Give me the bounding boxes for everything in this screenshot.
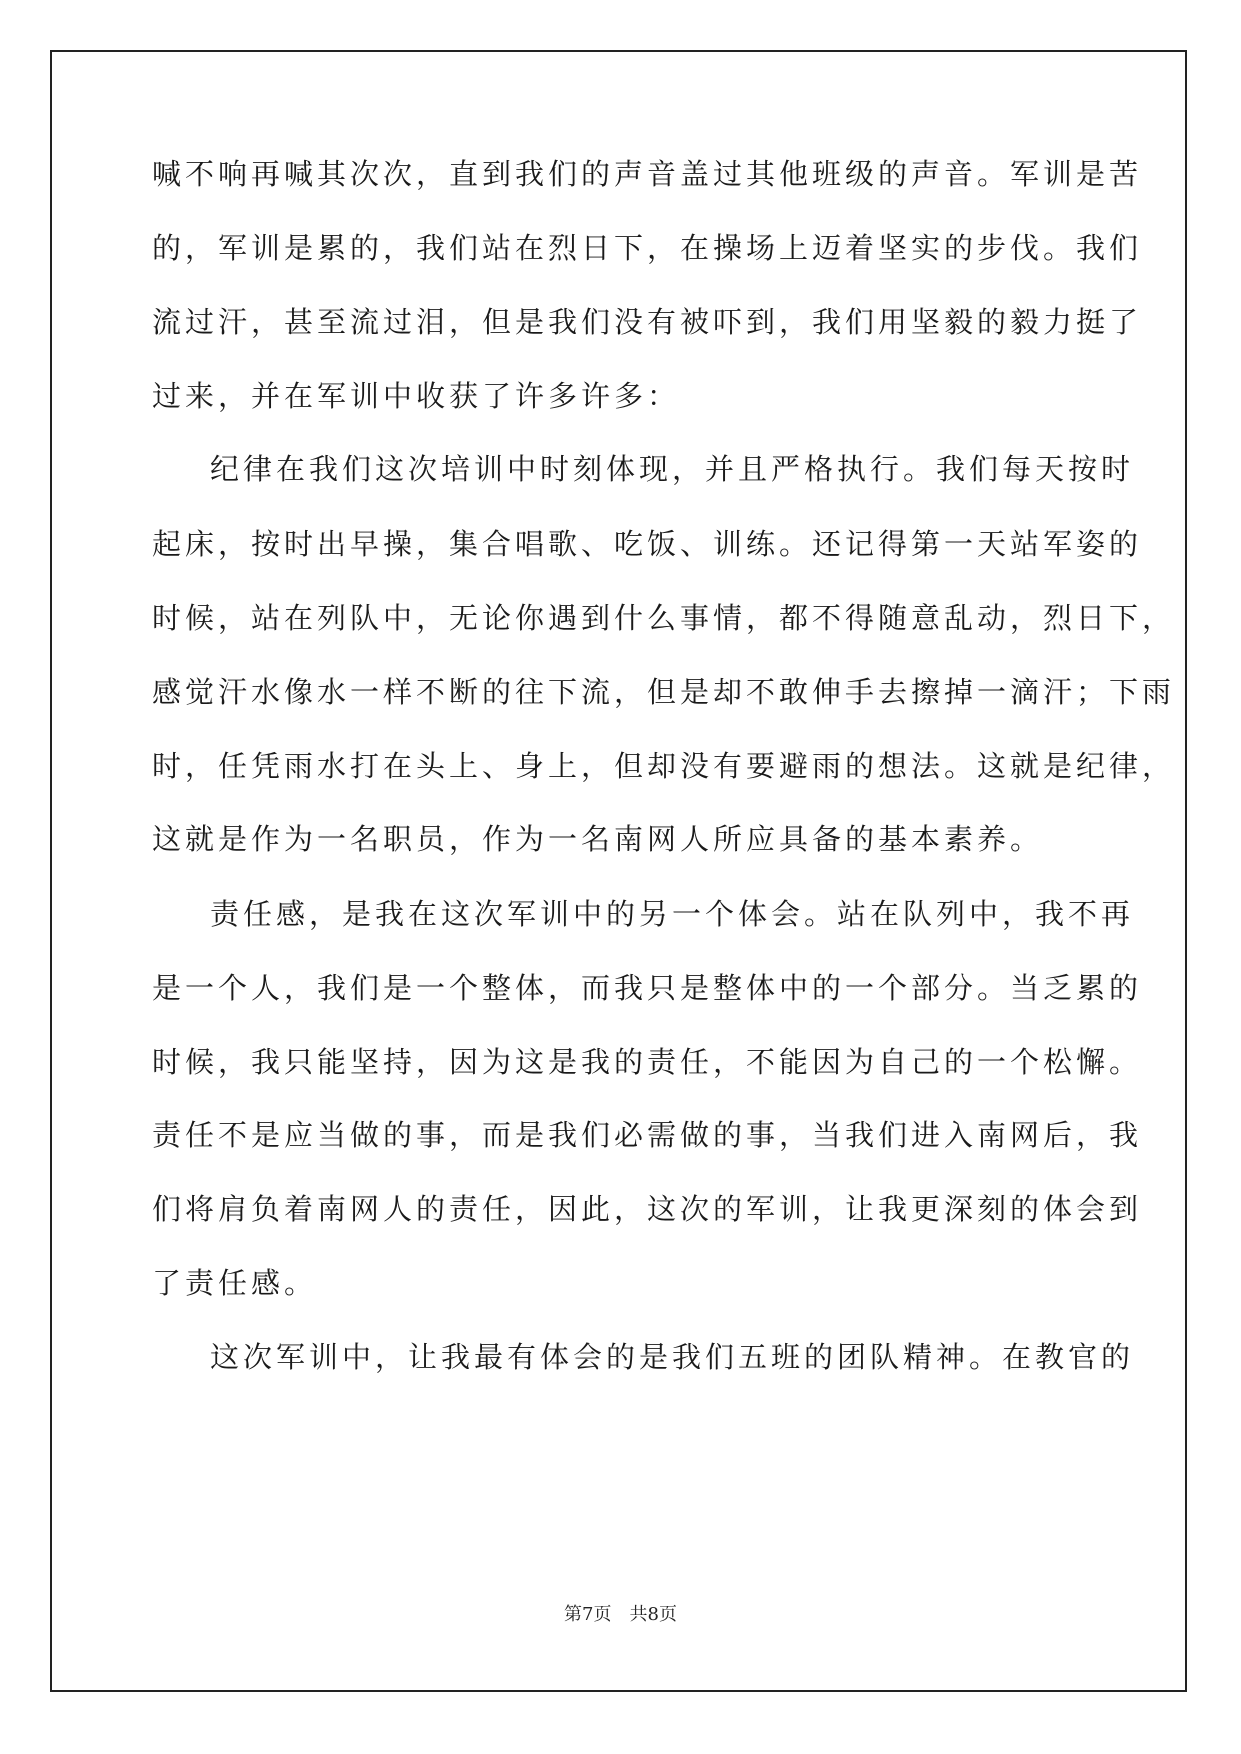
text-line-8: 感觉汗水像水一样不断的往下流，但是却不敢伸手去擦掉一滴汗；下雨	[152, 675, 1176, 709]
paragraph-start-teamwork: 这次军训中，让我最有体会的是我们五班的团队精神。在教官的	[210, 1340, 1135, 1374]
page-border	[50, 50, 1187, 1692]
text-line-13: 时候，我只能坚持，因为这是我的责任，不能因为自己的一个松懈。	[152, 1045, 1143, 1079]
text-line-10: 这就是作为一名职员，作为一名南网人所应具备的基本素养。	[152, 822, 1044, 856]
text-line-1: 喊不响再喊其次次，直到我们的声音盖过其他班级的声音。军训是苦	[152, 157, 1143, 191]
text-line-16: 了责任感。	[152, 1266, 318, 1300]
text-line-7: 时候，站在列队中，无论你遇到什么事情，都不得随意乱动，烈日下，	[152, 601, 1176, 635]
paragraph-start-responsibility: 责任感，是我在这次军训中的另一个体会。站在队列中，我不再	[210, 897, 1135, 931]
text-line-2: 的，军训是累的，我们站在烈日下，在操场上迈着坚实的步伐。我们	[152, 231, 1143, 265]
text-line-15: 们将肩负着南网人的责任，因此，这次的军训，让我更深刻的体会到	[152, 1192, 1143, 1226]
paragraph-start-discipline: 纪律在我们这次培训中时刻体现，并且严格执行。我们每天按时	[210, 452, 1135, 486]
page-footer	[0, 1600, 1241, 1626]
text-line-12: 是一个人，我们是一个整体，而我只是整体中的一个部分。当乏累的	[152, 971, 1143, 1005]
text-line-6: 起床，按时出早操，集合唱歌、吃饭、训练。还记得第一天站军姿的	[152, 527, 1143, 561]
page-number-total: 共8页	[629, 1604, 677, 1625]
text-line-3: 流过汗，甚至流过泪，但是我们没有被吓到，我们用坚毅的毅力挺了	[152, 305, 1143, 339]
text-line-4: 过来，并在军训中收获了许多许多：	[152, 379, 681, 413]
text-line-14: 责任不是应当做的事，而是我们必需做的事，当我们进入南网后，我	[152, 1118, 1143, 1152]
page-number-current: 第7页	[564, 1604, 612, 1625]
text-line-9: 时，任凭雨水打在头上、身上，但却没有要避雨的想法。这就是纪律，	[152, 749, 1176, 783]
